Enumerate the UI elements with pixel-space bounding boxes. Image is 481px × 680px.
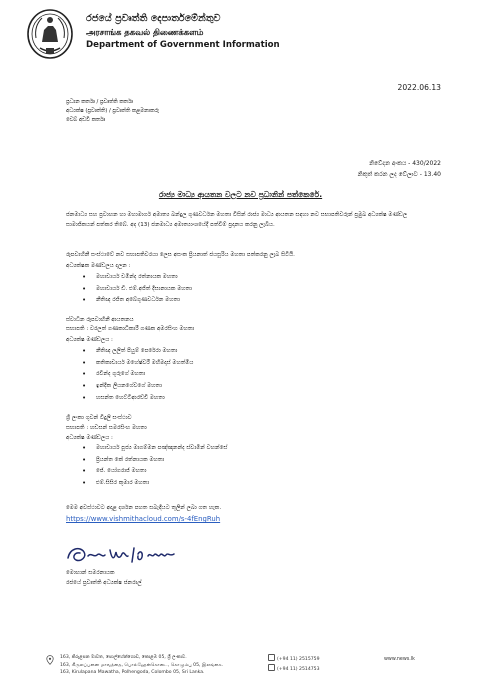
list-item: • මහාචාර්ය ඩී. එම්.අජිත් දිසානායක මහතා: [82, 284, 192, 296]
letterhead: [26, 8, 446, 64]
release-date: 2022.06.13: [397, 83, 441, 92]
list-item: • ජේ. යෝගරාජ් මහතා: [82, 466, 227, 478]
radio-board-label: අධ්‍යක්ෂ මණ්ඩලය :: [66, 435, 113, 441]
rupavahini-intro: රූපවාහිනී සංස්ථාවේ නව සභාපතිවරයා ලෙස අසංක ප්‍රියනාත් ජයසූරිය මහතා පත්කරනු ලැබ සිටියි.: [66, 252, 295, 258]
video-note: මෙම අවස්ථාවට අදාළ දර්ශන පහත සබැඳියට තුලින් ලබා ගත හැක.: [66, 505, 222, 511]
org-name-tamil: அரசாங்க தகவல் திணைக்களம்: [86, 26, 204, 37]
recipient-line: වෙබ් අඩවි කර්තෘ: [66, 117, 106, 124]
sri-lanka-emblem-icon: [26, 8, 74, 60]
list-item: • රවීන්ද ගුරුගේ මහතා: [82, 369, 193, 381]
itn-board-label: අධ්‍යක්ෂ මණ්ඩලය :: [66, 337, 113, 343]
org-names: [86, 12, 280, 53]
footer: [46, 654, 446, 678]
recipient-line: ප්‍රධාන කර්තෘ / ප්‍රවෘත්ති කර්තෘ: [66, 99, 133, 105]
org-name-sinhala: රජයේ ප්‍රවෘත්ති දෙපාර්තමේන්තුව: [86, 13, 221, 24]
list-item: • මහාචාර්ය චමින්ද රත්නායක මහතා: [82, 272, 192, 284]
phone-number: (+94 11) 2515759: [277, 657, 320, 662]
fax-icon: [268, 664, 275, 671]
list-item: • මහාචාර්ය පූජ්‍ය මාගම්මන පඤ්ඤානන්ද ස්වාමීන් වහන්සේ: [82, 443, 227, 455]
notice-number: නිවේදන අංකය - 430/2022: [369, 160, 441, 167]
itn-name: ස්වාධීන රූපවාහිනී ආයතනය: [66, 317, 134, 323]
signer-name: මොහාන් සමරනායක: [66, 570, 115, 576]
itn-board-list: [82, 346, 193, 405]
rupavahini-board-list: [82, 272, 192, 307]
address-english: 163, Kirulapana Mawatha, Polhengoda, Colombo 05, Sri Lanka.: [60, 670, 205, 676]
release-title: රාජ්‍ය මාධ්‍ය ආයතන වලට නව ප්‍රධානින් පත්කෙරේ.: [158, 190, 323, 199]
fax-number: (+94 11) 2514753: [277, 666, 320, 672]
phone-icon: [268, 654, 275, 661]
list-item: • කතිකාචාර්ය මහේෂ්වරී මහීමදාස් මහත්මිය: [82, 358, 193, 370]
list-item: • ප්‍රියන්ත කේ රත්නායක මහතා: [82, 455, 227, 467]
location-pin-icon: [46, 655, 54, 665]
signer-block: [66, 569, 142, 588]
footer-contacts: [268, 654, 320, 673]
intro-paragraph: ජනමාධ්‍ය සහ ප්‍රවාහන හා මහාමාර්ග අමාත්‍ය බන්දුල ගුණවර්ධන මහතා විසින් රාජ්‍ය මාධ්‍ය ආයතන සඳහා නව සභාපතිවරුන් ප්‍රමුඛ අධ්‍යක්ෂ මණ්ඩල සාමාජිකයන් පත්කර තිබේ. අද (13) ජනමාධ්‍ය අමාත්‍යාංශයේදී පත්වීම් ප්‍රදානය කරනු ලැබීය.: [66, 212, 408, 228]
radio-chairman: සභාපති : හඩසන් සමරසිංහ මහතා: [66, 425, 147, 431]
list-item: • ඉන්දික ලියනගේවගේ මහතා: [82, 381, 193, 393]
signer-title: රජයේ ප්‍රවෘත්ති අධ්‍යක්ෂ ජනරාල්: [66, 579, 142, 586]
org-name-english: Department of Government Information: [86, 40, 280, 51]
list-item: • නීතිඥ රජිත අබේගුණවර්ධන මහතා: [82, 295, 192, 307]
signature-image: [64, 542, 182, 568]
reference-block: [358, 158, 441, 180]
rupavahini-board-label: අධ්‍යක්ෂක මණ්ඩලය දලන :: [66, 263, 131, 269]
video-link[interactable]: https://www.vishmithacloud.com/s-4fEngRuh: [66, 515, 221, 523]
radio-board-list: [82, 443, 227, 490]
list-item: • හසන්ත හෙට්ටිආරච්චි මහතා: [82, 393, 193, 405]
itn-chairman: සභාපති : වරලත් ගණකාධිකාරී ගණක අමරසිංහ මහතා: [66, 326, 195, 332]
footer-website[interactable]: www.news.lk: [384, 657, 415, 662]
recipient-line: අධ්‍යක්ෂ (ප්‍රවෘත්ති) / ප්‍රවෘත්ති කළමනාකරු: [66, 108, 159, 115]
footer-address: [60, 654, 223, 677]
address-sinhala: 163, කිරුළපන මාවත, පොල්හේන්ගොඩ, කොළඹ 05, ශ්‍රී ලංකාව.: [60, 655, 187, 660]
recipients-list: [66, 98, 159, 126]
release-time: නිකුත් කරන ලද වේලාව - 13.40: [357, 171, 441, 179]
list-item: • එම්.සිසිර කුමාර මහතා: [82, 478, 227, 490]
list-item: • නීතිඥ ලලිත් පියුම් පෙරේරා මහතා: [82, 346, 193, 358]
radio-name: ශ්‍රී ලංකා ගුවන් විදුලි සංස්ථාව: [66, 415, 132, 421]
address-tamil: 163, கிருலப்பனை மாவத்தை, பொல்ஹேன்கொடை, கொழும்பு 05, இலங்கை.: [60, 662, 223, 668]
